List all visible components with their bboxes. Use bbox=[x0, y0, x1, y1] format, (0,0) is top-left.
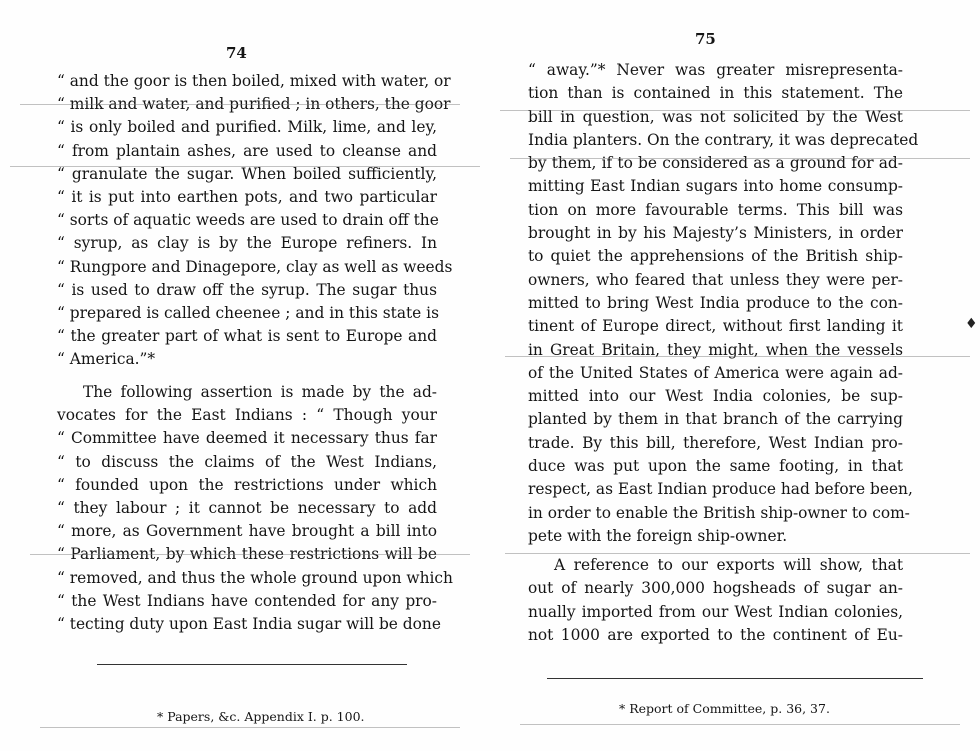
text-line: A reference to our exports will show, that bbox=[554, 556, 903, 574]
text-line: “ more, as Government have brought a bill into bbox=[57, 522, 437, 541]
scan-artifact-line bbox=[40, 727, 460, 728]
scan-artifact-line bbox=[20, 104, 460, 105]
text-line: mitted to bring West India produce to the con- bbox=[528, 293, 903, 312]
ink-smudge: ♦ bbox=[965, 316, 978, 332]
text-line: “ prepared is called cheenee ; and in this state is bbox=[57, 303, 440, 322]
right-paragraph-2 bbox=[528, 554, 903, 647]
text-line: “ the greater part of what is sent to Europe and bbox=[57, 327, 437, 346]
text-line: “ tecting duty upon East India sugar will be done bbox=[57, 614, 441, 633]
right-page-number: 75 bbox=[695, 30, 716, 48]
text-line: “ removed, and thus the whole ground upon which bbox=[57, 568, 453, 587]
text-line: “ away.”* Never was greater misrepresenta- bbox=[528, 61, 903, 79]
text-line: owners, who feared that unless they were per- bbox=[528, 270, 903, 289]
right-footnote: * Report of Committee, p. 36, 37. bbox=[619, 701, 830, 716]
text-line: tion on more favourable terms. This bill was bbox=[528, 200, 903, 219]
scan-artifact-line bbox=[10, 166, 480, 167]
text-line: “ and the goor is then boiled, mixed with water, or bbox=[57, 72, 451, 90]
text-line: “ America.”* bbox=[57, 350, 156, 369]
text-line: India planters. On the contrary, it was deprecated bbox=[528, 130, 919, 149]
scan-artifact-line bbox=[30, 554, 470, 555]
text-line: not 1000 are exported to the continent of Eu- bbox=[528, 625, 903, 644]
right-page bbox=[490, 0, 980, 751]
text-line: “ Committee have deemed it necessary thus far bbox=[57, 429, 437, 448]
footnote-rule bbox=[547, 678, 923, 679]
text-line: of the United States of America were again ad- bbox=[528, 363, 903, 382]
right-paragraph-1 bbox=[528, 59, 919, 548]
text-line: “ syrup, as clay is by the Europe refiners. In bbox=[57, 234, 437, 253]
text-line: “ it is put into earthen pots, and two particular bbox=[57, 187, 437, 206]
text-line: “ sorts of aquatic weeds are used to drain off the bbox=[57, 211, 439, 230]
text-line: respect, as East Indian produce had before been, bbox=[528, 480, 913, 499]
text-line: mitting East Indian sugars into home consump- bbox=[528, 177, 903, 196]
text-line: “ granulate the sugar. When boiled sufficiently, bbox=[57, 164, 437, 183]
text-line: “ to discuss the claims of the West Indians, bbox=[57, 452, 437, 471]
text-line: mitted into our West India colonies, be sup- bbox=[528, 387, 903, 406]
scan-artifact-line bbox=[500, 110, 970, 111]
text-line: “ the West Indians have contended for any pro- bbox=[57, 591, 437, 610]
text-line: “ from plantain ashes, are used to cleanse and bbox=[57, 141, 437, 160]
text-line: “ founded upon the restrictions under which bbox=[57, 475, 437, 494]
text-line: tinent of Europe direct, without first landing it bbox=[528, 317, 903, 336]
text-line: in Great Britain, they might, when the vessels bbox=[528, 340, 903, 359]
left-footnote: * Papers, &c. Appendix I. p. 100. bbox=[157, 709, 365, 724]
text-line: tion than is contained in this statement. The bbox=[528, 84, 903, 103]
text-line: “ milk and water, and purified ; in others, the goor bbox=[57, 95, 451, 114]
text-line: “ is used to draw off the syrup. The sugar thus bbox=[57, 280, 437, 299]
text-line: The following assertion is made by the ad- bbox=[83, 383, 437, 401]
text-line: nually imported from our West Indian colonies, bbox=[528, 602, 903, 621]
text-line: planted by them in that branch of the carrying bbox=[528, 410, 903, 429]
left-page-number: 74 bbox=[226, 44, 247, 62]
text-line: out of nearly 300,000 hogsheads of sugar an- bbox=[528, 579, 903, 598]
scan-artifact-line bbox=[505, 356, 970, 357]
scan-artifact-line bbox=[505, 553, 970, 554]
scan-artifact-line bbox=[510, 158, 970, 159]
left-paragraph bbox=[57, 381, 453, 636]
text-line: “ they labour ; it cannot be necessary to add bbox=[57, 498, 437, 517]
scan-artifact-line bbox=[520, 724, 960, 725]
text-line: “ Rungpore and Dinagepore, clay as well as weeds bbox=[57, 257, 453, 276]
text-line: duce was put upon the same footing, in that bbox=[528, 457, 903, 476]
text-line: “ is only boiled and purified. Milk, lime, and ley, bbox=[57, 118, 437, 137]
text-line: brought in by his Majesty’s Ministers, in order bbox=[528, 224, 903, 243]
text-line: trade. By this bill, therefore, West Indian pro- bbox=[528, 433, 903, 452]
left-quote-block bbox=[57, 70, 453, 371]
footnote-rule bbox=[97, 664, 407, 665]
text-line: vocates for the East Indians : “ Though your bbox=[57, 406, 437, 425]
text-line: bill in question, was not solicited by the West bbox=[528, 107, 903, 126]
text-line: pete with the foreign ship-owner. bbox=[528, 526, 788, 545]
text-line: in order to enable the British ship-owner to com- bbox=[528, 503, 910, 522]
text-line: by them, if to be considered as a ground for ad- bbox=[528, 154, 903, 173]
text-line: to quiet the apprehensions of the British ship- bbox=[528, 247, 903, 266]
text-line: “ Parliament, by which these restrictions will be bbox=[57, 545, 437, 564]
